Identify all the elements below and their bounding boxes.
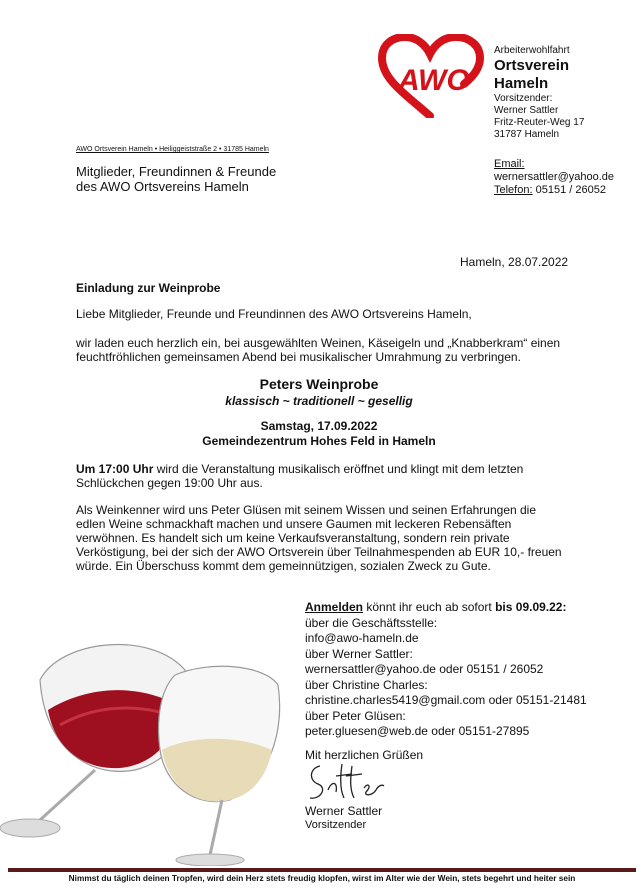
- sender-line: AWO Ortsverein Hameln • Heiliggeiststraße 2 • 31785 Hameln: [76, 146, 269, 153]
- email-label: Email:: [494, 158, 525, 170]
- time-rest: wird die Veranstaltung musikalisch eröffnet und klingt mit dem letzten Schlückchen gegen 19:00 Uhr aus.: [76, 462, 524, 490]
- recipient-line-1: Mitglieder, Freundinnen & Freunde: [76, 164, 277, 179]
- recipient-block: [76, 164, 276, 194]
- phone-number: 05151 / 26052: [535, 184, 606, 196]
- closing-greeting: Mit herzlichen Grüßen: [305, 748, 424, 762]
- intro-paragraph: wir laden euch herzlich ein, bei ausgewählten Weinen, Käseigeln und „Knabberkram“ einen feuchtfröhlichen gemeinsamen Abend bei musikalischer Umrahmung zu verbringen.: [76, 336, 561, 364]
- registration-block: [305, 600, 587, 740]
- registration-line: über Werner Sattler:: [305, 646, 413, 661]
- footer-divider: [8, 868, 636, 872]
- signer-role: Vorsitzender: [305, 819, 367, 831]
- logo-text: AWO: [398, 64, 470, 97]
- event-place: Gemeindezentrum Hohes Feld in Hameln: [202, 434, 436, 448]
- signer-block: [305, 804, 382, 832]
- chair-label: Vorsitzender:: [494, 93, 553, 104]
- registration-line: über Christine Charles:: [305, 677, 428, 692]
- registration-line: über Peter Glüsen:: [305, 708, 406, 723]
- org-address-block: [494, 45, 584, 141]
- recipient-line-2: des AWO Ortsvereins Hameln: [76, 179, 249, 194]
- registration-line[interactable]: wernersattler@yahoo.de oder 05151 / 26052: [305, 662, 544, 676]
- event-subtitle: klassisch ~ traditionell ~ gesellig: [225, 394, 413, 408]
- registration-line[interactable]: christine.charles5419@gmail.com oder 05151-21481: [305, 693, 587, 707]
- org-name-1: Ortsverein: [494, 57, 570, 74]
- registration-line[interactable]: peter.gluesen@web.de oder 05151-27895: [305, 724, 530, 738]
- phone-label: Telefon:: [494, 184, 533, 196]
- chair-name: Werner Sattler: [494, 105, 559, 116]
- letter-date: Hameln, 28.07.2022: [460, 255, 569, 269]
- org-name-2: Hameln: [494, 75, 549, 92]
- email-link[interactable]: wernersattler@yahoo.de: [494, 171, 615, 183]
- signer-name: Werner Sattler: [305, 804, 383, 818]
- registration-lead: [305, 600, 587, 616]
- footer-quote: Nimmst du täglich deinen Tropfen, wird dein Herz stets freudig klopfen, wirst im Alter wie der Wein, stets begehrt und heiter sein: [68, 873, 576, 883]
- salutation: Liebe Mitglieder, Freunde und Freundinnen des AWO Ortsvereins Hameln,: [76, 307, 472, 321]
- registration-deadline: bis 09.09.22:: [495, 600, 567, 614]
- time-bold: Um 17:00 Uhr: [76, 462, 154, 476]
- registration-mid: könnt ihr euch ab sofort: [363, 600, 496, 614]
- street: Fritz-Reuter-Weg 17: [494, 117, 585, 128]
- time-paragraph: [76, 462, 562, 490]
- registration-bold: Anmelden: [305, 600, 364, 614]
- event-date: Samstag, 17.09.2022: [260, 419, 378, 433]
- subject: Einladung zur Weinprobe: [76, 281, 221, 295]
- white-wine-glass-icon: [159, 666, 280, 866]
- awo-logo: [378, 34, 486, 123]
- registration-line[interactable]: info@awo-hameln.de: [305, 631, 419, 645]
- wine-glasses-illustration: [0, 610, 290, 871]
- signature: [306, 760, 386, 809]
- contact-block: [494, 158, 614, 197]
- city: 31787 Hameln: [494, 129, 560, 140]
- registration-line: über die Geschäftsstelle:: [305, 615, 438, 630]
- event-title: Peters Weinprobe: [259, 376, 379, 392]
- org-line: Arbeiterwohlfahrt: [494, 45, 570, 56]
- body-paragraph: Als Weinkenner wird uns Peter Glüsen mit seinem Wissen und seinen Erfahrungen die edlen Weine schmackhaft machen und unsere Gaumen mit leckeren Rebensäften verwöhnen. Es handelt sich um keine Verkaufsveranstaltung, sondern rein private Verköstigung, bei der sich der AWO Ortsverein über Teilnahmespenden ab EUR 10,- freuen würde. Ein Überschuss kommt dem gemeinnützigen, sozialen Zweck zu Gute.: [76, 503, 562, 573]
